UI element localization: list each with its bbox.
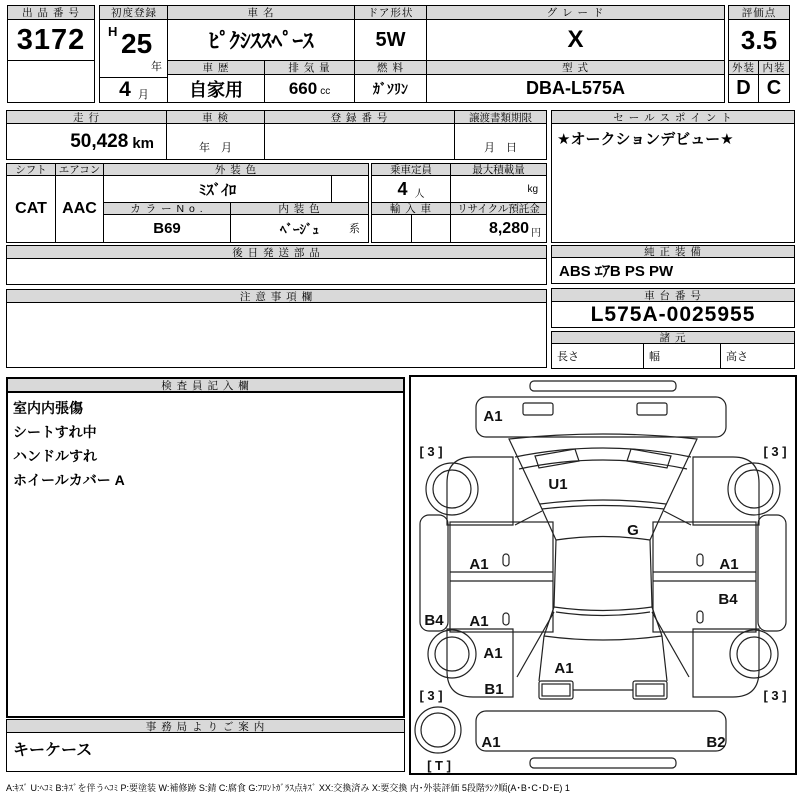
front-grille-right bbox=[637, 403, 667, 415]
fuel-value: ｶﾞｿﾘﾝ bbox=[354, 74, 427, 103]
import-cell-2 bbox=[411, 214, 451, 243]
spec-length-cell: 長さ bbox=[551, 343, 644, 369]
first-registration-month bbox=[99, 77, 169, 103]
mark-windshield: G bbox=[627, 522, 639, 539]
aircon-header: エアコン bbox=[55, 163, 104, 176]
front-grille-left bbox=[523, 403, 553, 415]
displacement-unit: cc bbox=[320, 86, 331, 97]
taillight-right-inner bbox=[636, 684, 664, 696]
windshield-glass bbox=[542, 509, 664, 540]
max-load-header: 最大積載量 bbox=[450, 163, 547, 176]
mark-left-front-door: A1 bbox=[469, 556, 489, 573]
mark-rear-bumper-left: A1 bbox=[481, 734, 501, 751]
recycle-deposit-number: 8,280 bbox=[488, 219, 529, 237]
max-load-value: kg bbox=[450, 175, 547, 203]
rear-left-rim bbox=[435, 637, 469, 671]
era-year: 25 bbox=[121, 28, 153, 59]
left-door-panel bbox=[450, 522, 553, 632]
color-no-header: カ ラ ー N o . bbox=[103, 202, 231, 215]
spare-tire-circle bbox=[415, 707, 461, 753]
later-parts-header: 後 日 発 送 部 品 bbox=[6, 245, 547, 259]
recycle-deposit-unit: 円 bbox=[531, 228, 541, 239]
inspector-notes-header: 検 査 員 記 入 欄 bbox=[6, 377, 405, 393]
mark-left-quarter: A1 bbox=[483, 645, 503, 662]
inspector-note-line: ハンドルすれ bbox=[13, 448, 97, 464]
mileage-value bbox=[6, 123, 167, 160]
displacement-number: 660 bbox=[288, 78, 318, 98]
grade-header: グ レ ー ド bbox=[426, 5, 725, 20]
model-code-header: 型 式 bbox=[426, 60, 725, 75]
sales-point-header: セ ー ル ス ポ イ ン ト bbox=[551, 110, 795, 124]
specs-header: 諸 元 bbox=[551, 331, 795, 344]
office-info-value: キーケース bbox=[6, 732, 405, 772]
mark-right-front-door: A1 bbox=[719, 556, 739, 573]
mark-tire-front-left: [ 3 ] bbox=[419, 444, 443, 459]
mark-left-rear-door: A1 bbox=[469, 613, 489, 630]
color-no-value: B69 bbox=[103, 214, 231, 243]
interior-score-value: C bbox=[758, 74, 790, 103]
exterior-color-value: ﾐｽﾞｲﾛ bbox=[103, 175, 332, 203]
sales-point-value: ★オークションデビュー★ bbox=[551, 123, 795, 243]
exterior-score-header: 外装 bbox=[728, 60, 759, 75]
recycle-deposit-value bbox=[450, 214, 547, 243]
mark-spare-tire: [ T ] bbox=[427, 758, 451, 773]
chassis-no-value: L575A-0025955 bbox=[551, 301, 795, 328]
right-rear-door-handle bbox=[697, 611, 703, 623]
spare-tire-inner bbox=[421, 713, 455, 747]
spec-width-cell: 幅 bbox=[643, 343, 721, 369]
registration-no-header: 登 録 番 号 bbox=[264, 110, 455, 124]
year-unit: 年 bbox=[151, 61, 162, 73]
front-left-wheel bbox=[426, 463, 478, 515]
registration-no-value bbox=[264, 123, 455, 160]
capacity-header: 乗車定員 bbox=[371, 163, 451, 176]
interior-color-name: ﾍﾞｰｼﾞｭ bbox=[280, 222, 319, 237]
shift-value: CAT bbox=[6, 175, 56, 243]
auction-no-header: 出 品 番 号 bbox=[7, 5, 95, 20]
inspector-note-line: シートすれ中 bbox=[13, 424, 97, 440]
taillight-left-inner bbox=[542, 684, 570, 696]
car-damage-diagram bbox=[411, 377, 795, 773]
damage-diagram-box bbox=[409, 375, 797, 775]
model-code-value: DBA-L575A bbox=[426, 74, 725, 103]
front-roof-bar bbox=[530, 381, 676, 391]
hood-panel bbox=[509, 434, 697, 509]
later-parts-value bbox=[6, 258, 547, 285]
month-unit: 月 bbox=[137, 89, 149, 101]
roof-sides bbox=[554, 540, 652, 607]
inspector-note-line: 室内内張傷 bbox=[13, 400, 83, 416]
car-name-header: 車 名 bbox=[167, 5, 355, 20]
score-header: 評価点 bbox=[728, 5, 790, 20]
era-code: H bbox=[108, 24, 118, 39]
caution-header: 注 意 事 項 欄 bbox=[6, 289, 547, 303]
interior-color-value bbox=[230, 214, 369, 243]
interior-color-header: 内 装 色 bbox=[230, 202, 369, 215]
equipment-value: ABS ｴｱB PS PW bbox=[551, 257, 795, 284]
capacity-unit: 人 bbox=[414, 189, 425, 200]
inspector-notes-box bbox=[6, 391, 405, 718]
right-sill-panel bbox=[758, 515, 786, 631]
door-shape-header: ドア形状 bbox=[354, 5, 427, 20]
recycle-deposit-header: リサイクル預託金 bbox=[450, 202, 547, 215]
rear-window-top bbox=[554, 607, 652, 616]
shaken-header: 車 検 bbox=[166, 110, 265, 124]
auction-no-value: 3172 bbox=[7, 19, 95, 61]
mark-tire-rear-right: [ 3 ] bbox=[763, 688, 787, 703]
door-shape-value: 5W bbox=[354, 19, 427, 61]
month-value: 4 bbox=[119, 78, 131, 101]
left-door-gap-lines bbox=[450, 572, 553, 581]
score-value: 3.5 bbox=[728, 19, 790, 61]
mark-tire-front-right: [ 3 ] bbox=[763, 444, 787, 459]
transfer-deadline-header: 譲渡書類期限 bbox=[454, 110, 547, 124]
capacity-value bbox=[371, 175, 451, 203]
capacity-number: 4 bbox=[397, 178, 408, 199]
damage-code-legend: A:ｷｽﾞ U:ﾍｺﾐ B:ｷｽﾞを伴うﾍｺﾐ P:要塗装 W:補修跡 S:錆 C:腐食 G:ﾌﾛﾝﾄｶﾞﾗｽ点ｷｽﾞ XX:交換済み X:要交換 内･外装評価 5段階ﾗﾝｸ順(A･B･C･D･E) 1 bbox=[6, 783, 570, 793]
interior-score-header: 内装 bbox=[758, 60, 790, 75]
import-cell-1 bbox=[371, 214, 412, 243]
interior-color-suffix: 系 bbox=[349, 223, 360, 235]
mark-left-sill: B4 bbox=[424, 612, 444, 629]
mark-rear-gate: A1 bbox=[554, 660, 574, 677]
left-rear-door-handle bbox=[503, 613, 509, 625]
car-history-header: 車 歴 bbox=[167, 60, 265, 75]
mileage-number: 50,428 bbox=[70, 130, 129, 152]
mileage-header: 走 行 bbox=[6, 110, 167, 124]
shaken-value: 年 月 bbox=[166, 123, 265, 160]
car-name-value: ﾋﾟｸｼｽｽﾍﾟｰｽ bbox=[167, 19, 355, 61]
mileage-unit: km bbox=[132, 135, 154, 152]
rear-right-rim bbox=[737, 637, 771, 671]
office-info-header: 事 務 局 よ り ご 案 内 bbox=[6, 719, 405, 733]
rear-roof-bar bbox=[530, 758, 676, 768]
front-left-rim bbox=[433, 470, 471, 508]
left-front-door-handle bbox=[503, 554, 509, 566]
rear-window-glass bbox=[544, 607, 662, 640]
import-header: 輸 入 車 bbox=[371, 202, 451, 215]
spec-height-cell: 高さ bbox=[720, 343, 795, 369]
shift-header: シフト bbox=[6, 163, 56, 176]
front-right-rim bbox=[735, 470, 773, 508]
caution-value bbox=[6, 302, 547, 368]
rear-right-quarter bbox=[693, 629, 759, 697]
exterior-color-extra-cell bbox=[331, 175, 369, 203]
auction-no-empty-box bbox=[7, 60, 95, 103]
fuel-header: 燃 料 bbox=[354, 60, 427, 75]
mark-rear-bumper-right: B2 bbox=[706, 734, 726, 751]
right-front-door-handle bbox=[697, 554, 703, 566]
chassis-no-header: 車 台 番 号 bbox=[551, 288, 795, 302]
first-registration-year bbox=[99, 19, 169, 78]
inspector-note-line: ホイールカバー A bbox=[13, 472, 125, 488]
mark-right-rear-door: B4 bbox=[718, 591, 738, 608]
displacement-value bbox=[264, 74, 355, 103]
front-bumper bbox=[476, 397, 726, 437]
first-registration-header: 初度登録 bbox=[99, 5, 169, 20]
grade-value: X bbox=[426, 19, 725, 61]
mark-hood: U1 bbox=[548, 476, 568, 493]
mark-left-quarter-rear: B1 bbox=[484, 681, 504, 698]
windshield-band-line bbox=[540, 500, 666, 504]
rear-bumper bbox=[476, 711, 726, 751]
mark-front-bumper: A1 bbox=[483, 408, 503, 425]
right-door-panel bbox=[653, 522, 756, 632]
equipment-header: 純 正 装 備 bbox=[551, 245, 795, 258]
exterior-score-value: D bbox=[728, 74, 759, 103]
right-door-gap-lines bbox=[653, 572, 756, 581]
windshield-top-curve bbox=[515, 448, 691, 457]
aircon-value: AAC bbox=[55, 175, 104, 243]
car-history-value: 自家用 bbox=[167, 74, 265, 103]
exterior-color-header: 外 装 色 bbox=[103, 163, 369, 176]
displacement-header: 排 気 量 bbox=[264, 60, 355, 75]
transfer-deadline-value: 月 日 bbox=[454, 123, 547, 160]
mark-tire-rear-left: [ 3 ] bbox=[419, 688, 443, 703]
front-right-wheel bbox=[728, 463, 780, 515]
